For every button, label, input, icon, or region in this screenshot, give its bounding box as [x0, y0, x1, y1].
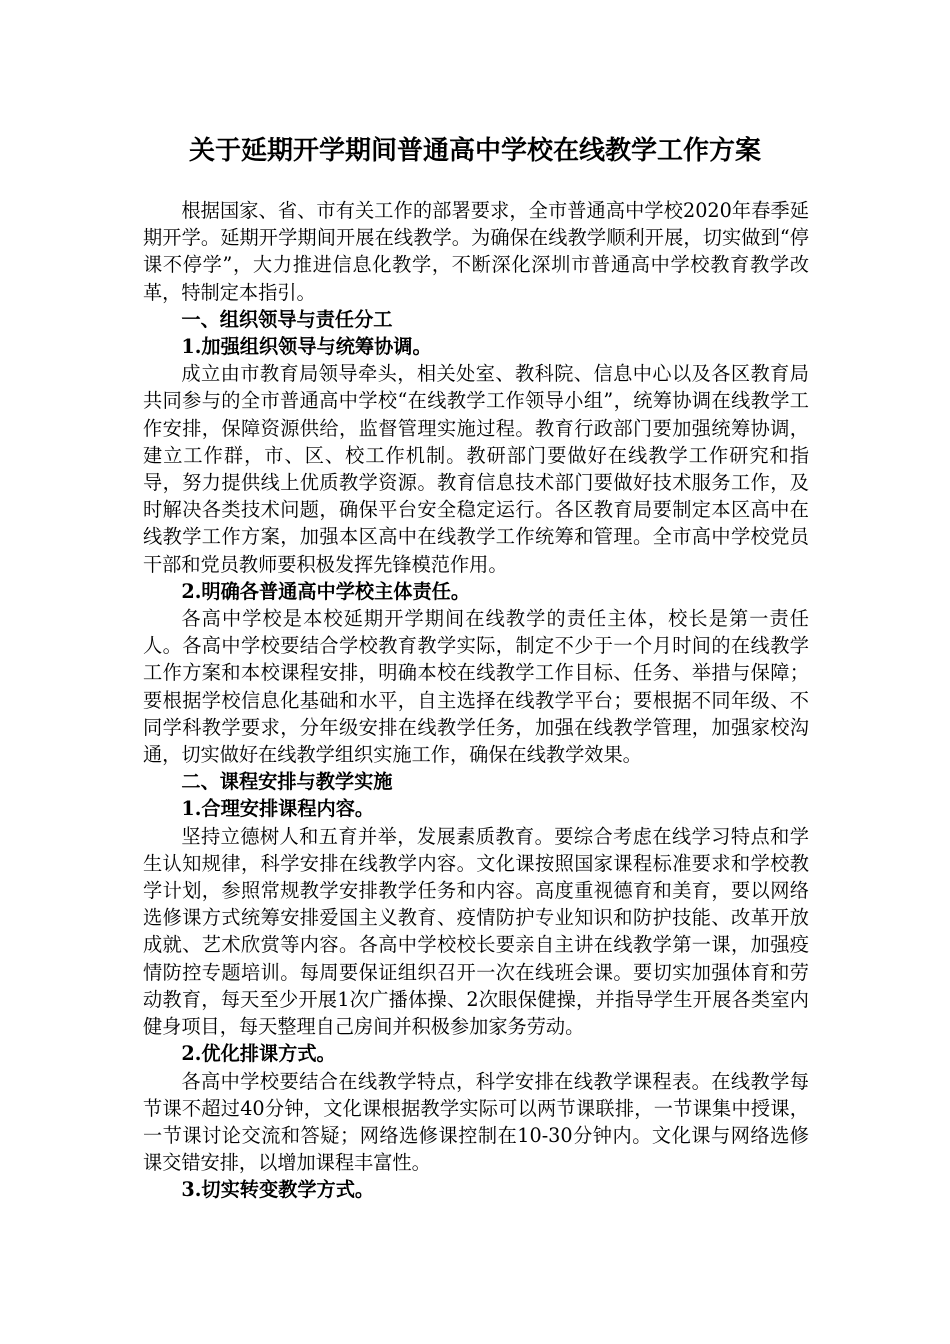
section-heading-2: 二、课程安排与教学实施 — [181, 770, 393, 794]
subheading-2-2: 2.优化排课方式。 — [181, 1042, 336, 1066]
paragraph-1-2: 各高中学校是本校延期开学期间在线教学的责任主体，校长是第一责任人。各高中学校要结合学校教育教学实际，制定不少于一个月时间的在线教学工作方案和本校课程安排，明确本校在线教学工作目标、任务、举措与保障；要根据学校信息化基础和水平，自主选择在线教学平台；要根据不同年级、不同学科教学要求，分年级安排在线教学任务，加强在线教学管理，加强家校沟通，切实做好在线教学组织实施工作，确保在线教学效果。 — [143, 607, 809, 767]
intro-paragraph: 根据国家、省、市有关工作的部署要求，全市普通高中学校2020年春季延期开学。延期开学期间开展在线教学。为确保在线教学顺利开展，切实做到“停课不停学”，大力推进信息化教学，不断深化深圳市普通高中学校教育教学改革，特制定本指引。 — [143, 199, 809, 304]
document-title: 关于延期开学期间普通高中学校在线教学工作方案 — [188, 136, 761, 166]
document-body — [143, 197, 809, 1204]
section-heading-1: 一、组织领导与责任分工 — [181, 307, 393, 331]
paragraph-2-1: 坚持立德树人和五育并举，发展素质教育。要综合考虑在线学习特点和学生认知规律，科学安排在线教学内容。文化课按照国家课程标准要求和学校教学计划，参照常规教学安排教学任务和内容。高度重视德育和美育，要以网络选修课方式统筹安排爱国主义教育、疫情防护专业知识和防护技能、改革开放成就、艺术欣赏等内容。各高中学校校长要亲自主讲在线教学第一课，加强疫情防控专题培训。每周要保证组织召开一次在线班会课。要切实加强体育和劳动教育，每天至少开展1次广播体操、2次眼保健操，并指导学生开展各类室内健身项目，每天整理自己房间并积极参加家务劳动。 — [143, 824, 809, 1039]
paragraph-2-2: 各高中学校要结合在线教学特点，科学安排在线教学课程表。在线教学每节课不超过40分钟，文化课根据教学实际可以两节课联排，一节课集中授课，一节课讨论交流和答疑；网络选修课控制在10-30分钟内。文化课与网络选修课交错安排，以增加课程丰富性。 — [143, 1069, 809, 1175]
subheading-1-1: 1.加强组织领导与统筹协调。 — [181, 335, 432, 359]
subheading-2-1: 1.合理安排课程内容。 — [181, 797, 375, 821]
subheading-1-2: 2.明确各普通高中学校主体责任。 — [181, 579, 471, 603]
paragraph-1-1: 成立由市教育局领导牵头，相关处室、教科院、信息中心以及各区教育局共同参与的全市普通高中学校“在线教学工作领导小组”，统筹协调在线教学工作安排，保障资源供给，监督管理实施过程。教育行政部门要加强统筹协调，建立工作群，市、区、校工作机制。教研部门要做好在线教学工作研究和指导，努力提供线上优质教学资源。教育信息技术部门要做好技术服务工作，及时解决各类技术问题，确保平台安全稳定运行。各区教育局要制定本区高中在线教学工作方案，加强本区高中在线教学工作统筹和管理。全市高中学校党员干部和党员教师要积极发挥先锋模范作用。 — [143, 362, 809, 576]
subheading-2-3: 3.切实转变教学方式。 — [181, 1178, 375, 1202]
